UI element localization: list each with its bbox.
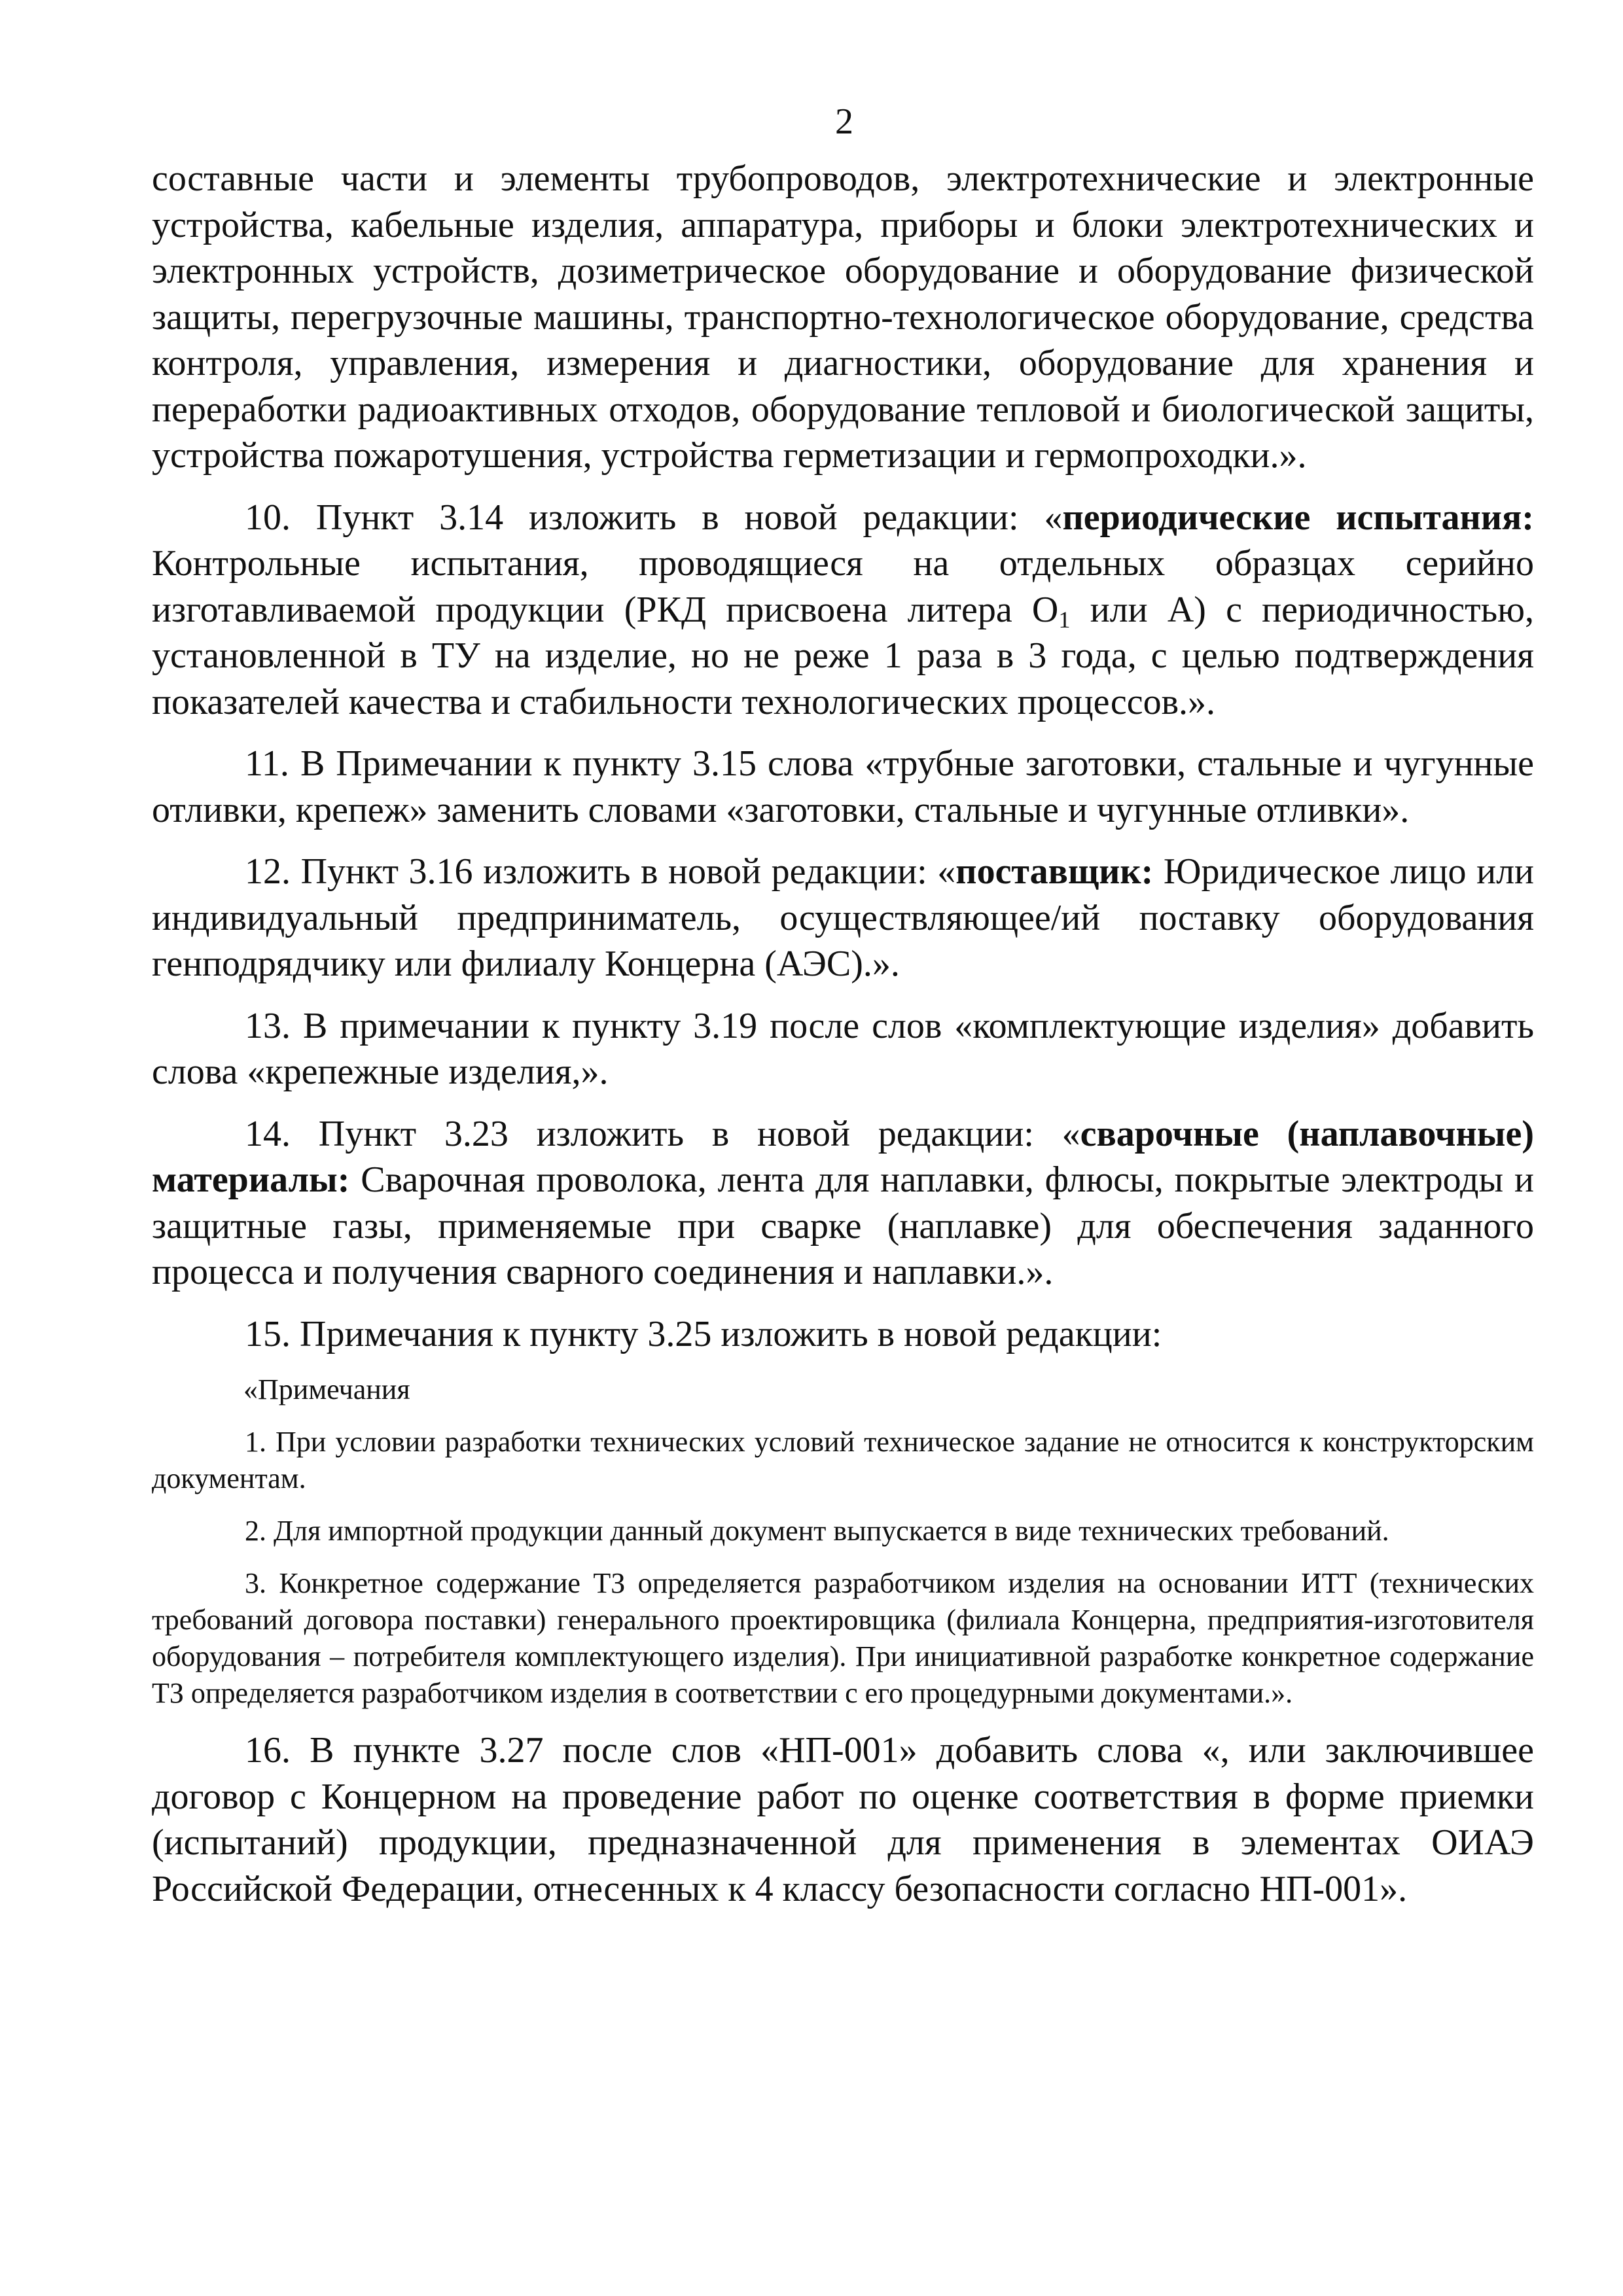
item-10-term: периодические испытания: <box>1062 497 1534 538</box>
item-15-paragraph: 15. Примечания к пункту 3.25 изложить в новой редакции: <box>245 1313 1162 1354</box>
item-10-body-end: или А) с периодичностью, установленной в ТУ на изделие, но не реже 1 раза в 3 года, с целью подтверждения показателей качества и стабильности технологических процессов.». <box>152 589 1534 722</box>
page-number: 2 <box>835 101 853 142</box>
note-item-2: 2. Для импортной продукции данный документ выпускается в виде технических требований. <box>245 1515 1389 1547</box>
item-12-body: Юридическое лицо или индивидуальный предприниматель, осуществляющее/ий поставку оборудования генподрядчику или филиалу Концерна (АЭС).». <box>152 851 1534 984</box>
item-14-term: сварочные (наплавочные) материалы: <box>152 1113 1534 1200</box>
item-12-paragraph <box>152 849 1534 987</box>
item-11-paragraph: 11. В Примечании к пункту 3.15 слова «трубные заготовки, стальные и чугунные отливки, крепеж» заменить словами «заготовки, стальные и чугунные отливки». <box>152 743 1534 830</box>
item-12-lead: 12. Пункт 3.16 изложить в новой редакции: « <box>245 851 956 892</box>
document-body <box>152 156 1534 1912</box>
item-14-body: Сварочная проволока, лента для наплавки, флюсы, покрытые электроды и защитные газы, применяемые при сварке (наплавке) для обеспечения заданного процесса и получения сварного соединения и наплавки.». <box>152 1159 1534 1292</box>
continuation-paragraph: составные части и элементы трубопроводов, электротехнические и электронные устройства, кабельные изделия, аппаратура, приборы и блоки электротехнических и электронных устройств, дозиметрическое оборудование и оборудование физической защиты, перегрузочные машины, транспортно-технологическое оборудование, средства контроля, управления, измерения и диагностики, оборудование для хранения и переработки радиоактивных отходов, оборудование тепловой и биологической защиты, устройства пожаротушения, устройства герметизации и гермопроходки.». <box>152 158 1534 476</box>
item-13-paragraph: 13. В примечании к пункту 3.19 после слов «комплектующие изделия» добавить слова «крепежные изделия,». <box>152 1005 1534 1092</box>
item-12-term: поставщик: <box>955 851 1154 892</box>
item-10-subscript: 1 <box>1058 606 1071 633</box>
item-14-paragraph <box>152 1111 1534 1296</box>
item-10-lead: 10. Пункт 3.14 изложить в новой редакции: « <box>245 497 1063 538</box>
item-16-paragraph: 16. В пункте 3.27 после слов «НП-001» добавить слова «, или заключившее договор с Концерном на проведение работ по оценке соответствия в форме приемки (испытаний) продукции, предназначенной для применения в элементах ОИАЭ Российской Федерации, отнесенных к 4 классу безопасности согласно НП-001». <box>152 1730 1534 1909</box>
note-item-1: 1. При условии разработки технических условий техническое задание не относится к конструкторским документам. <box>152 1426 1534 1494</box>
notes-block <box>152 1371 1534 1712</box>
item-14-lead: 14. Пункт 3.23 изложить в новой редакции: « <box>245 1113 1080 1154</box>
notes-title: «Примечания <box>243 1373 410 1405</box>
item-10-paragraph <box>152 495 1534 726</box>
note-item-3: 3. Конкретное содержание ТЗ определяется разработчиком изделия на основании ИТТ (технических требований договора поставки) генерального проектировщика (филиала Концерна, предприятия-изготовителя оборудования – потребителя комплектующего изделия). При инициативной разработке конкретное содержание ТЗ определяется разработчиком изделия в соответствии с его процедурными документами.». <box>152 1567 1534 1709</box>
item-10-body: Контрольные испытания, проводящиеся на отдельных образцах серийно изготавливаемой продукции (РКД присвоена литера О <box>152 543 1534 630</box>
